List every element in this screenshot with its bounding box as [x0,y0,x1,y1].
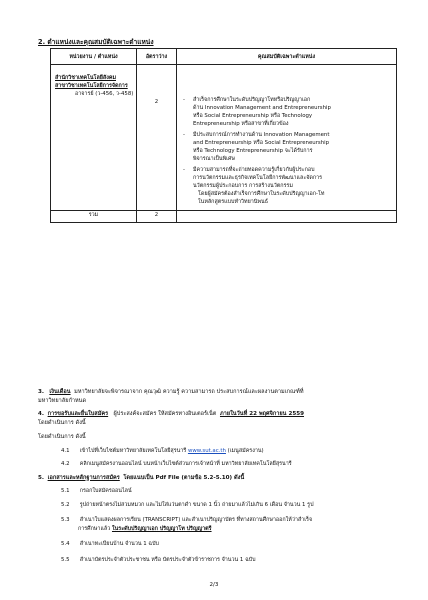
qual-line: พิจารณาเป็นพิเศษ [193,156,235,162]
item-number: 4.1 [61,448,70,454]
item-text: รูปถ่ายหน้าตรงไม่สวมหมวก และไม่ใส่แว่นตาดำ ขนาด 1 นิ้ว ถ่ายมาแล้วไม่เกิน 6 เดือน จำนวน 1 รูป [79,502,314,508]
list-item-continuation [78,525,212,533]
item-number: 4.2 [61,461,70,467]
item-text: สำเนาบัตรประจำตัวประชาชน หรือ บัตรประจำตัวข้าราชการ จำนวน 1 ฉบับ [79,557,256,563]
section-3-text: มหาวิทยาลัยจะพิจารณาจาก คุณวุฒิ ความรู้ ความสามารถ ประสบการณ์และผลงานตามเกณฑ์ที่ [74,389,304,395]
section-4-text: ผู้ประสงค์จะสมัคร ให้สมัครทางอินเตอร์เน็ต [113,411,217,417]
list-item [61,447,264,455]
item-number: 5.3 [61,517,70,523]
sut-link[interactable]: www.sut.ac.th [187,448,226,454]
section-5-heading: เอกสารและหลักฐานการสมัคร [47,475,120,481]
list-item [61,556,256,564]
qual-line: and Entrepreneurship หรือ Social Entrepreneurship [193,140,330,146]
unit-name: สำนักวิชาเทคโนโลยีสังคม [55,75,116,81]
item-text: การศึกษาแล้ว [78,526,111,532]
section-3-line1 [38,388,304,396]
item-text: คลิกเมนูสมัครงานออนไลน์ บนหน้าเว็บไซต์ส่วนการเจ้าหน้าที่ มหาวิทยาลัยเทคโนโลยีสุรนารี [79,461,292,467]
unit-cell [51,65,137,211]
section-4-line2: โดยดำเนินการ ดังนี้ [38,420,86,426]
page-number: 2/3 [209,582,219,588]
section-5-text: โดยแนบเป็น Pdf File (ตามข้อ 5.2-5.10) ดังนี้ [123,475,245,481]
section-5-number: 5. [38,475,45,481]
note-line: โดยผู้สมัครต้องสำเร็จการศึกษาในระดับปริญญาเอก-โท [198,191,325,197]
qual-line: ด้าน Innovation Management and Entrepreneurship [193,105,331,111]
bullet-dash: - [183,132,185,138]
item-number: 5.5 [61,557,70,563]
vacancy-value: 2 [154,99,159,105]
item-number: 5.2 [61,502,70,508]
qual-line: มีประสบการณ์การทำงานด้าน Innovation Management [193,132,330,138]
header-qualification: คุณสมบัติเฉพาะตำแหน่ง [177,49,397,65]
qual-line: นวัตกรรมผู้ประกอบการ การสร้างนวัตกรรม [193,183,293,189]
section-4-line3: โดยดำเนินการ ดังนี้ [38,434,86,440]
total-value: 2 [137,211,177,223]
bullet-dash: - [183,167,185,173]
section-4-number: 4. [38,411,45,417]
section-4-line1 [38,410,304,418]
qualification-cell [177,65,397,211]
item-text: สำเนาทะเบียนบ้าน จำนวน 1 ฉบับ [79,541,159,547]
section-3-line2: มหาวิทยาลัยกำหนด [38,398,87,404]
qual-line: มีความสามารถที่จะถ่ายทอดความรู้เกี่ยวกับผู้ประกอบ [193,167,315,173]
section-2-title: 2. ตำแหน่งและคุณสมบัติเฉพาะตำแหน่ง [38,38,154,46]
list-item [61,540,159,548]
total-empty [177,211,397,223]
header-unit: หน่วยงาน / ตำแหน่ง [51,49,137,65]
header-vacancy: อัตราว่าง [137,49,177,65]
list-item [61,516,312,524]
section-4-heading: การขอรับและยื่นใบสมัคร [47,411,109,417]
qualification-item [177,96,394,128]
item-number: 5.4 [61,541,70,547]
qual-line: หรือ Social Entrepreneurship หรือ Technology [193,113,313,119]
qualification-item [177,131,394,163]
section-4-deadline: ภายในวันที่ 22 พฤศจิกายน 2559 [219,411,305,417]
position-table [50,48,397,223]
total-label: รวม [51,211,137,223]
qual-line: การนวัตกรรมและธุรกิจเทคโนโลยีการพัฒนาและจัดการ [193,175,323,181]
vacancy-cell [137,65,177,211]
bullet-dash: - [183,97,185,103]
list-item [61,460,292,468]
item-text: สำเนาใบแสดงผลการเรียน (TRANSCRIPT) และสำเนาปริญญาบัตร ที่ทางสถานศึกษาออกให้ว่าสำเร็จ [79,517,313,523]
list-item [61,501,314,509]
section-5-line1 [38,474,244,482]
table-row [51,65,397,211]
qual-line: สำเร็จการศึกษาในระดับปริญญาโทหรือปริญญาเอก [193,97,311,103]
section-3-heading: เงินเดือน [49,389,71,395]
item-after: (เมนูสมัครงาน) [227,448,264,454]
list-item [61,487,132,495]
item-text: เข้าไปที่เว็บไซต์มหาวิทยาลัยเทคโนโลยีสุรนารี [79,448,187,454]
note-line: ในหลักสูตรแบบทำวิทยานิพนธ์ [198,199,269,205]
qualification-item [177,166,394,206]
unit-subname: สาขาวิชาเทคโนโลยีการจัดการ [55,83,128,89]
qual-line: หรือ Technology Entrepreneurship จะได้รับการ [193,148,313,154]
section-3-number: 3. [38,389,45,395]
item-text: กรอกใบสมัครออนไลน์ [79,488,132,494]
position-name: อาจารย์ (ว-456, ว-458) [75,91,134,97]
item-number: 5.1 [61,488,70,494]
item-text-emphasis: ในระดับปริญญาเอก ปริญญาโท ปริญญาตรี [111,526,212,532]
total-row [51,211,397,223]
qual-line: Entrepreneurship หรือสาขาที่เกี่ยวข้อง [193,121,289,127]
table-header-row [51,49,397,65]
